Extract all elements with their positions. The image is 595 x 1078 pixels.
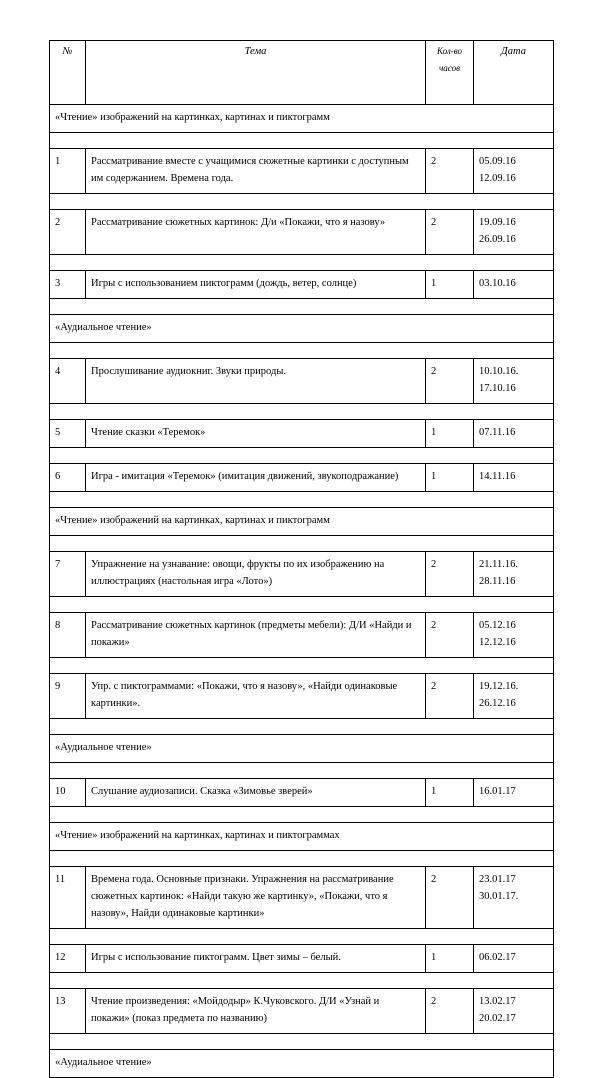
lesson-dates (474, 359, 554, 404)
lesson-date: 19.12.16. (479, 681, 519, 692)
section-title: «Аудиальное чтение» (50, 315, 554, 343)
table-row (50, 210, 554, 255)
lesson-dates (474, 271, 554, 299)
lesson-number: 9 (50, 674, 86, 719)
lesson-number: 7 (50, 552, 86, 597)
section-title: «Аудиальное чтение» (50, 1050, 554, 1078)
lesson-date: 20.02.17 (479, 1013, 516, 1024)
row-spacer-cell (50, 597, 554, 613)
lesson-date: 05.09.16 (479, 156, 516, 167)
lesson-topic: Прослушивание аудиокниг. Звуки природы. (86, 359, 426, 404)
section-row (50, 508, 554, 536)
lesson-number: 4 (50, 359, 86, 404)
table-row (50, 149, 554, 194)
lesson-number: 2 (50, 210, 86, 255)
section-title: «Чтение» изображений на картинках, картинах и пиктограммах (50, 823, 554, 851)
row-spacer (50, 763, 554, 779)
table-row (50, 552, 554, 597)
table-row (50, 359, 554, 404)
lesson-dates (474, 945, 554, 973)
row-spacer (50, 973, 554, 989)
lesson-dates (474, 552, 554, 597)
section-title: «Чтение» изображений на картинках, картинах и пиктограмм (50, 508, 554, 536)
table-body (50, 105, 554, 1078)
row-spacer-cell (50, 448, 554, 464)
section-row (50, 735, 554, 763)
lesson-dates (474, 613, 554, 658)
lesson-dates (474, 674, 554, 719)
row-spacer-cell (50, 536, 554, 552)
row-spacer-cell (50, 763, 554, 779)
lesson-topic: Упражнение на узнавание: овощи, фрукты по их изображению на иллюстрациях (настольная игра «Лото») (86, 552, 426, 597)
row-spacer-cell (50, 343, 554, 359)
lesson-date: 16.01.17 (479, 786, 516, 797)
row-spacer (50, 658, 554, 674)
table-row (50, 613, 554, 658)
lesson-topic: Упр. с пиктограммами: «Покажи, что я назову», «Найди одинаковые картинки». (86, 674, 426, 719)
row-spacer-cell (50, 658, 554, 674)
lesson-date: 07.11.16 (479, 427, 516, 438)
lesson-number: 11 (50, 867, 86, 929)
lesson-dates (474, 989, 554, 1034)
row-spacer (50, 255, 554, 271)
header-topic: Тема (86, 41, 426, 105)
table-row (50, 464, 554, 492)
section-row (50, 1050, 554, 1078)
table-row (50, 779, 554, 807)
row-spacer-cell (50, 133, 554, 149)
lesson-hours: 1 (426, 945, 474, 973)
lesson-hours: 2 (426, 867, 474, 929)
lesson-topic: Рассматривание сюжетных картинок (предметы мебели): Д/И «Найди и покажи» (86, 613, 426, 658)
lesson-dates (474, 464, 554, 492)
lesson-dates (474, 867, 554, 929)
lesson-dates (474, 210, 554, 255)
row-spacer-cell (50, 851, 554, 867)
table-header-row (50, 41, 554, 105)
table-row (50, 271, 554, 299)
lesson-date: 03.10.16 (479, 278, 516, 289)
header-date: Дата (474, 41, 554, 105)
lesson-date: 10.10.16. (479, 366, 519, 377)
row-spacer (50, 807, 554, 823)
section-row (50, 823, 554, 851)
lesson-date: 06.02.17 (479, 952, 516, 963)
lesson-hours: 1 (426, 464, 474, 492)
row-spacer-cell (50, 299, 554, 315)
row-spacer (50, 851, 554, 867)
table-row (50, 420, 554, 448)
lesson-date: 12.12.16 (479, 637, 516, 648)
lesson-number: 8 (50, 613, 86, 658)
row-spacer (50, 133, 554, 149)
lesson-date: 28.11.16 (479, 576, 516, 587)
lesson-number: 1 (50, 149, 86, 194)
lesson-plan-table (49, 40, 554, 1078)
lesson-topic: Игра - имитация «Теремок» (имитация движений, звукоподражание) (86, 464, 426, 492)
lesson-hours: 2 (426, 552, 474, 597)
lesson-date: 14.11.16 (479, 471, 516, 482)
row-spacer (50, 719, 554, 735)
row-spacer (50, 492, 554, 508)
lesson-date: 21.11.16. (479, 559, 518, 570)
section-row (50, 105, 554, 133)
row-spacer (50, 1034, 554, 1050)
lesson-topic: Времена года. Основные признаки. Упражнения на рассматривание сюжетных картинок: «Найди такую же картинку», «Покажи, что я назову», Найди одинаковые картинки» (86, 867, 426, 929)
lesson-hours: 2 (426, 674, 474, 719)
row-spacer (50, 194, 554, 210)
row-spacer-cell (50, 807, 554, 823)
table-row (50, 674, 554, 719)
section-row (50, 315, 554, 343)
section-title: «Аудиальное чтение» (50, 735, 554, 763)
row-spacer (50, 536, 554, 552)
lesson-topic: Чтение произведения: «Мойдодыр» К.Чуковского. Д/И «Узнай и покажи» (показ предмета по названию) (86, 989, 426, 1034)
lesson-date: 26.12.16 (479, 698, 516, 709)
table-row (50, 989, 554, 1034)
row-spacer (50, 448, 554, 464)
lesson-topic: Рассматривание вместе с учащимися сюжетные картинки с доступным им содержанием. Времена года. (86, 149, 426, 194)
lesson-topic: Игры с использование пиктограмм. Цвет зимы – белый. (86, 945, 426, 973)
lesson-number: 3 (50, 271, 86, 299)
row-spacer-cell (50, 255, 554, 271)
row-spacer (50, 929, 554, 945)
row-spacer (50, 299, 554, 315)
lesson-number: 6 (50, 464, 86, 492)
lesson-number: 12 (50, 945, 86, 973)
table-row (50, 945, 554, 973)
row-spacer-cell (50, 194, 554, 210)
lesson-hours: 2 (426, 613, 474, 658)
lesson-date: 26.09.16 (479, 234, 516, 245)
lesson-topic: Слушание аудиозаписи. Сказка «Зимовье зверей» (86, 779, 426, 807)
header-hours: Кол-во часов (426, 41, 474, 105)
lesson-dates (474, 420, 554, 448)
lesson-hours: 1 (426, 420, 474, 448)
lesson-number: 10 (50, 779, 86, 807)
lesson-date: 17.10.16 (479, 383, 516, 394)
lesson-date: 30.01.17. (479, 891, 519, 902)
section-title: «Чтение» изображений на картинках, картинах и пиктограмм (50, 105, 554, 133)
lesson-topic: Чтение сказки «Теремок» (86, 420, 426, 448)
row-spacer-cell (50, 973, 554, 989)
row-spacer-cell (50, 719, 554, 735)
row-spacer (50, 597, 554, 613)
lesson-hours: 2 (426, 989, 474, 1034)
lesson-hours: 2 (426, 359, 474, 404)
lesson-number: 5 (50, 420, 86, 448)
lesson-date: 05.12.16 (479, 620, 516, 631)
lesson-number: 13 (50, 989, 86, 1034)
row-spacer (50, 343, 554, 359)
header-num: № (50, 41, 86, 105)
lesson-date: 19.09.16 (479, 217, 516, 228)
lesson-topic: Игры с использованием пиктограмм (дождь, ветер, солнце) (86, 271, 426, 299)
lesson-dates (474, 149, 554, 194)
lesson-date: 12.09.16 (479, 173, 516, 184)
lesson-hours: 2 (426, 210, 474, 255)
lesson-date: 23.01.17 (479, 874, 516, 885)
row-spacer-cell (50, 404, 554, 420)
row-spacer (50, 404, 554, 420)
lesson-hours: 1 (426, 779, 474, 807)
row-spacer-cell (50, 492, 554, 508)
row-spacer-cell (50, 929, 554, 945)
lesson-hours: 1 (426, 271, 474, 299)
lesson-dates (474, 779, 554, 807)
row-spacer-cell (50, 1034, 554, 1050)
table-row (50, 867, 554, 929)
lesson-hours: 2 (426, 149, 474, 194)
lesson-topic: Рассматривание сюжетных картинок: Д/и «Покажи, что я назову» (86, 210, 426, 255)
lesson-date: 13.02.17 (479, 996, 516, 1007)
